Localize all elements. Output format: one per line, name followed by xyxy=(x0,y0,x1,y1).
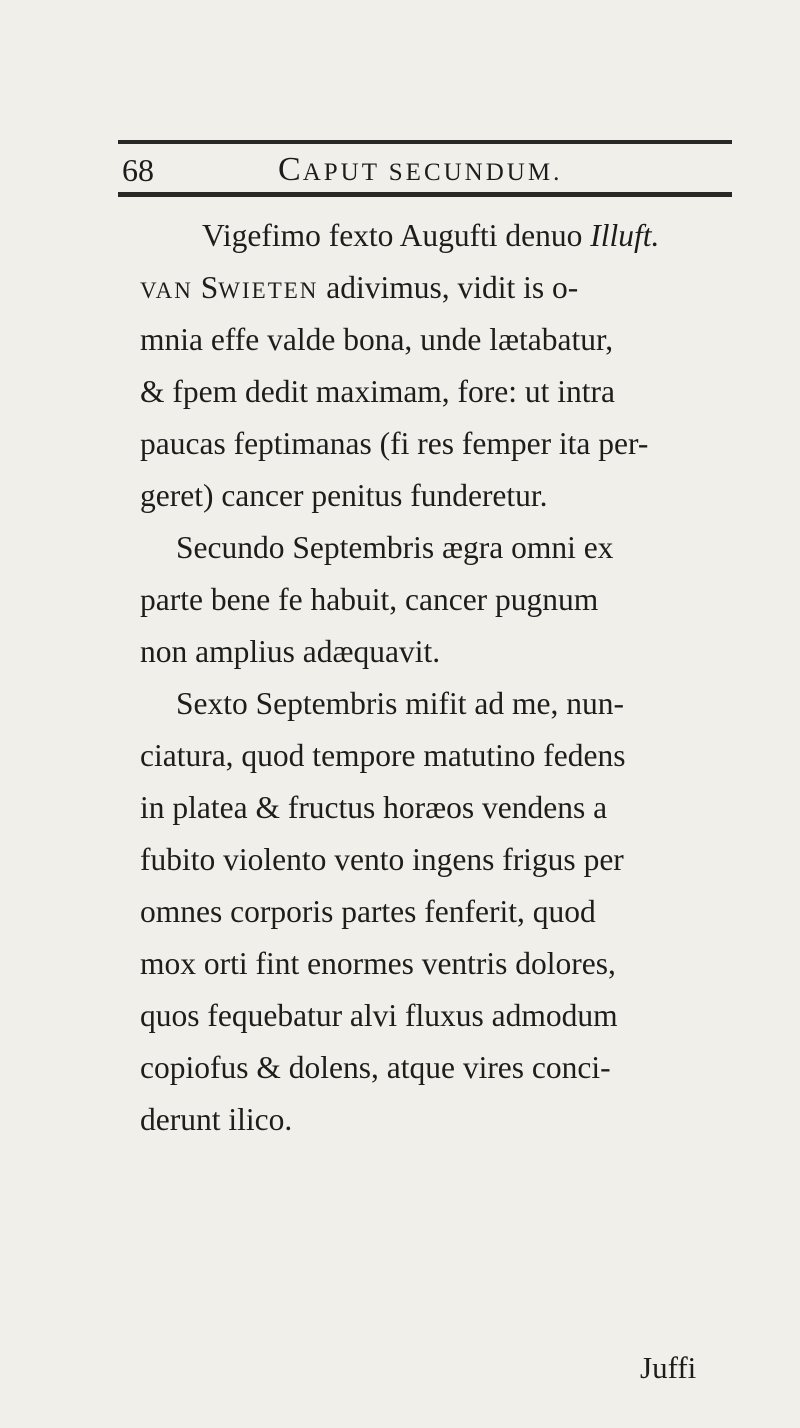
page-number: 68 xyxy=(122,152,154,188)
text-segment: Vigefimo fexto Augufti denuo xyxy=(202,218,583,253)
text-line: copiofus & dolens, atque vires conci- xyxy=(140,1050,611,1085)
text-segment: S xyxy=(200,270,219,305)
text-line: quos fequebatur alvi fluxus admodum xyxy=(140,998,618,1033)
text-line: parte bene fe habuit, cancer pugnum xyxy=(140,582,599,617)
text-segment: adivimus, vidit is o- xyxy=(326,270,579,305)
text-segment-smallcaps: WIETEN xyxy=(218,278,319,303)
text-line: mox orti fint enormes ventris dolores, xyxy=(140,946,616,981)
running-header xyxy=(122,150,732,190)
text-line: non amplius adæquavit. xyxy=(140,634,441,669)
chapter-title-initial: C xyxy=(278,151,303,188)
text-line: in platea & fructus horæos vendens a xyxy=(140,790,608,825)
text-line: paucas feptimanas (fi res femper ita per- xyxy=(140,426,649,461)
text-segment-italic: Illuft. xyxy=(590,218,660,253)
text-line: Sexto Septembris mifit ad me, nun- xyxy=(176,686,624,721)
text-segment-smallcaps: VAN xyxy=(140,278,193,303)
text-line: fubito violento vento ingens frigus per xyxy=(140,842,624,877)
chapter-title-rest: APUT SECUNDUM. xyxy=(302,159,563,186)
text-line: derunt ilico. xyxy=(140,1102,293,1137)
text-line: geret) cancer penitus funderetur. xyxy=(140,478,548,513)
header-rule-bottom xyxy=(118,192,732,197)
text-line: & fpem dedit maximam, fore: ut intra xyxy=(140,374,615,409)
text-line: Secundo Septembris ægra omni ex xyxy=(176,530,614,565)
header-rule-top xyxy=(118,140,732,144)
text-line xyxy=(202,210,659,262)
text-line: ciatura, quod tempore matutino fedens xyxy=(140,738,626,773)
text-line: mnia effe valde bona, unde lætabatur, xyxy=(140,322,614,357)
text-line: omnes corporis partes fenferit, quod xyxy=(140,894,596,929)
text-line xyxy=(140,262,578,317)
chapter-title xyxy=(278,150,562,193)
catchword: Juffi xyxy=(640,1350,697,1385)
